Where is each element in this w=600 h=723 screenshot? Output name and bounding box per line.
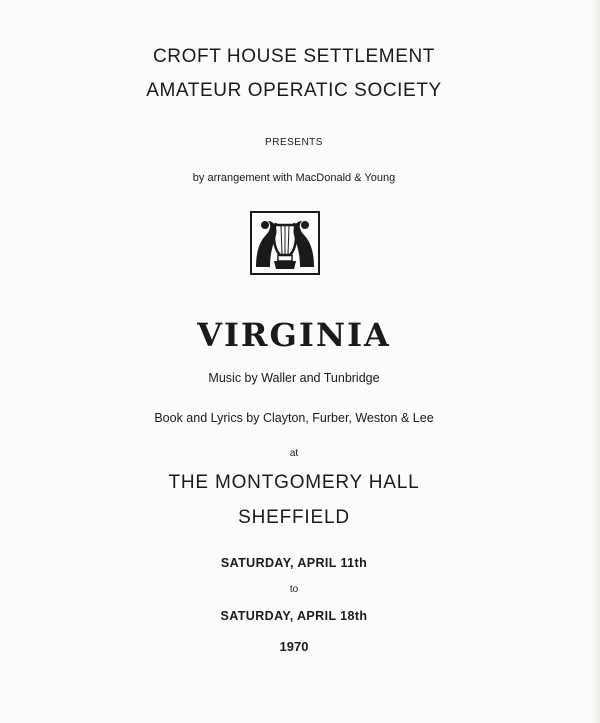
show-title: VIRGINIA [197, 316, 391, 354]
venue-city: SHEFFIELD [238, 507, 350, 528]
year: 1970 [279, 639, 309, 654]
venue-name: THE MONTGOMERY HALL [168, 472, 420, 493]
book-lyrics-credit: Book and Lyrics by Clayton, Furber, Weston & Lee [154, 411, 434, 425]
society-name-line2: AMATEUR OPERATIC SOCIETY [146, 80, 442, 101]
page-edge-shadow [592, 0, 600, 723]
society-name-line1: CROFT HOUSE SETTLEMENT [152, 46, 436, 67]
lyre-emblem-icon [250, 211, 320, 275]
at-label: at [289, 448, 299, 459]
presents-label: PRESENTS [265, 137, 323, 148]
music-credit: Music by Waller and Tunbridge [208, 371, 380, 385]
end-date: SATURDAY, APRIL 18th [220, 609, 368, 623]
to-label: to [289, 584, 299, 595]
start-date: SATURDAY, APRIL 11th [220, 556, 368, 570]
arrangement-note: by arrangement with MacDonald & Young [192, 172, 396, 184]
